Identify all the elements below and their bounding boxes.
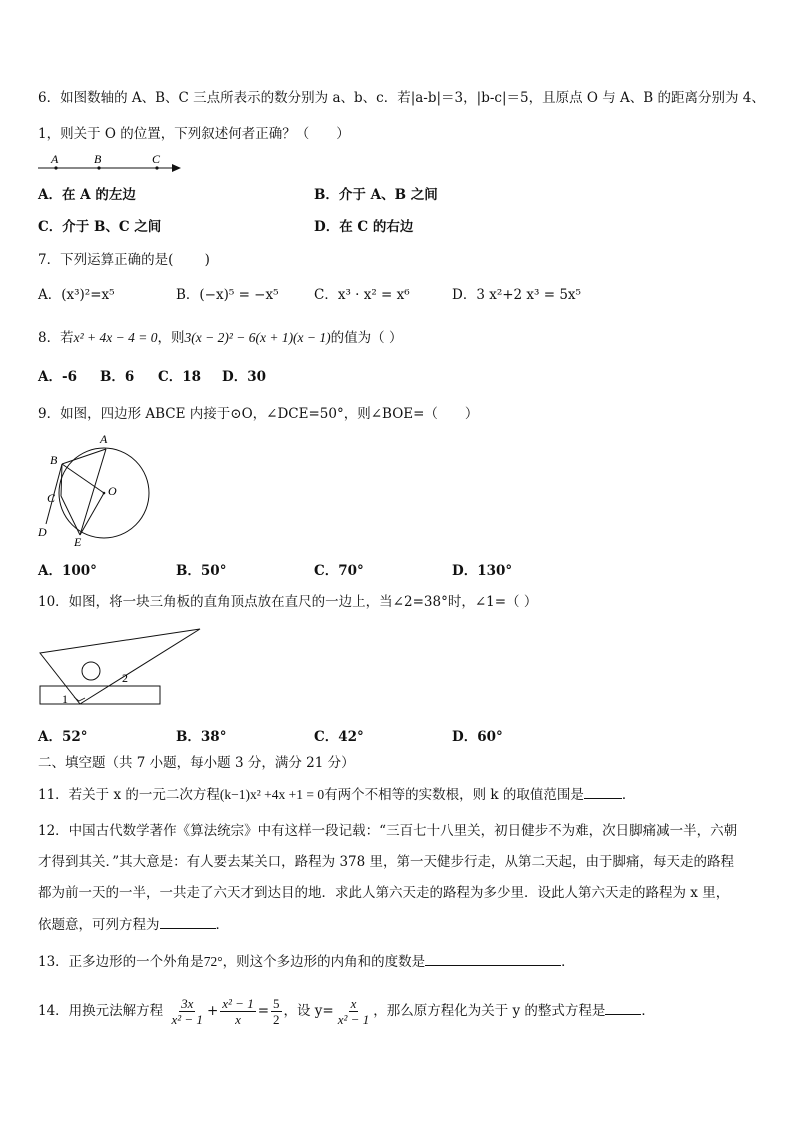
axis-label-a: A <box>51 152 59 166</box>
q11-stem: 11．若关于 x 的一元二次方程(k−1)x² +4x +1 = 0有两个不相等的实数根，则 k 的取值范围是 ． <box>38 784 635 805</box>
point-o-label: O <box>108 484 117 498</box>
q6-option-b: B．介于 A、B 之间 <box>314 187 438 203</box>
q10-option-d: D．60° <box>452 729 503 745</box>
q8-stem <box>38 328 402 348</box>
q8-option-c: C．18 <box>158 369 202 385</box>
circle-figure <box>36 430 156 550</box>
point-a-label: A <box>100 432 108 446</box>
q8-prefix: 8．若 <box>38 330 74 346</box>
axis-label-c: C <box>152 152 161 166</box>
q14-mid: ，设 y= <box>283 1003 334 1019</box>
q10-option-b: B．38° <box>176 729 227 745</box>
q11-prefix: 11．若关于 x 的一元二次方程 <box>38 787 220 803</box>
point-e-label: E <box>74 535 82 549</box>
q11-answer-blank[interactable] <box>584 784 622 799</box>
q13-prefix: 13．正多边形的一个外角是 <box>38 954 204 970</box>
q12-line1: 12．中国古代数学著作《算法统宗》中有这样一段记载：“三百七十八里关，初日健步不为难，次日脚痛减一半，六朝 <box>38 823 738 839</box>
q7-option-b: B．(−x)⁵ = −x⁵ <box>176 287 279 303</box>
q9-option-d: D．130° <box>452 563 513 579</box>
q13-suffix: ，则这个多边形的内角和的度数是 <box>222 954 426 970</box>
q6-option-d: D．在 C 的右边 <box>314 219 414 235</box>
q8-condition: x² + 4x − 4 = 0 <box>73 330 158 345</box>
q14-stem: 14．用换元法解方程 $\frac{3x}{\text{x² − 1}}$ + $\frac{\text{x² − 1}}{x}$ = $\frac{5}{2}$ ，设 y= $\frac{x}{\text{x² − 1}}$ ，那么原方程化为关于 y 的整式方程是 ． <box>38 996 655 1027</box>
q14-fraction-4: $\frac{x}{\text{x² − 1}}$ <box>337 996 370 1027</box>
q12-answer-blank[interactable] <box>160 914 216 929</box>
q9-option-c: C．70° <box>314 563 364 579</box>
angle-2-label: 2 <box>122 671 128 685</box>
q14-equals: = <box>257 1003 270 1019</box>
q7-option-d: D．3 x²+2 x³ = 5x⁵ <box>452 287 581 303</box>
angle-1-label: 1 <box>62 692 68 706</box>
q6-option-c: C．介于 B、C 之间 <box>38 219 162 235</box>
q6-line2: 1，则关于 O 的位置，下列叙述何者正确？（ ） <box>38 126 350 142</box>
q14-suffix: ，那么原方程化为关于 y 的整式方程是 <box>373 1003 606 1019</box>
q11-equation: (k−1)x² +4x +1 = 0 <box>219 787 325 802</box>
q7-option-a: A．(x³)²=x⁵ <box>38 287 115 303</box>
q8-middle: ，则 <box>157 330 185 346</box>
q14-fraction-3: $\frac{5}{2}$ <box>273 996 280 1027</box>
q14-fraction-1: $\frac{3x}{\text{x² − 1}}$ <box>171 996 203 1027</box>
q12-line2: 才得到其关．”其大意是：有人要去某关口，路程为 378 里，第一天健步行走，从第二天起，由于脚痛，每天走的路程 <box>38 854 734 870</box>
q11-suffix: 有两个不相等的实数根，则 k 的取值范围是 <box>324 787 584 803</box>
q7-option-c: C．x³ · x² = x⁶ <box>314 287 410 303</box>
q6-line1: 6．如图数轴的 A、B、C 三点所表示的数分别为 a、b、c．若|a-b|＝3，|b-c|＝5，且原点 O 与 A、B 的距离分别为 4、 <box>38 90 765 106</box>
q10-option-c: C．42° <box>314 729 364 745</box>
q8-expression: 3(x − 2)² − 6(x + 1)(x − 1) <box>184 330 331 345</box>
point-c-label: C <box>47 491 56 505</box>
q8-option-b: B．6 <box>100 369 135 385</box>
q14-fraction-2: $\frac{\text{x² − 1}}{x}$ <box>222 996 254 1027</box>
q9-option-a: A．100° <box>38 563 97 579</box>
q7-stem: 7．下列运算正确的是( ) <box>38 252 210 268</box>
q8-option-a: A．-6 <box>38 369 77 385</box>
point-d-label: D <box>38 525 47 539</box>
q13-answer-blank[interactable] <box>425 951 561 966</box>
q8-option-d: D．30 <box>222 369 266 385</box>
number-line-figure <box>38 152 183 176</box>
q8-suffix: 的值为（ ） <box>330 330 403 346</box>
q10-stem: 10．如图，将一块三角板的直角顶点放在直尺的一边上，当∠2=38°时，∠1=（ ） <box>38 594 538 610</box>
q12-line4-text: 依题意，可列方程为 <box>38 917 160 933</box>
q10-option-a: A．52° <box>38 729 88 745</box>
q14-plus: + <box>206 1003 219 1019</box>
q9-option-b: B．50° <box>176 563 227 579</box>
q6-option-a: A．在 A 的左边 <box>38 187 136 203</box>
q14-prefix: 14．用换元法解方程 <box>38 1003 164 1019</box>
q14-answer-blank[interactable] <box>605 1000 641 1015</box>
section-2-heading: 二、填空题（共 7 小题，每小题 3 分，满分 21 分） <box>38 755 355 771</box>
axis-label-b: B <box>94 152 102 166</box>
q13-angle: 72° <box>203 954 223 969</box>
triangle-ruler-figure <box>38 625 208 710</box>
q9-stem: 9．如图，四边形 ABCE 内接于⊙O，∠DCE=50°，则∠BOE=（ ） <box>38 406 479 422</box>
q12-line3: 都为前一天的一半，一共走了六天才到达目的地．求此人第六天走的路程为多少里．设此人第六天走的路程为 x 里， <box>38 885 730 901</box>
q12-line4: 依题意，可列方程为 ． <box>38 914 229 935</box>
point-b-label: B <box>50 453 58 467</box>
q13-stem: 13．正多边形的一个外角是72°，则这个多边形的内角和的度数是 ． <box>38 951 575 972</box>
